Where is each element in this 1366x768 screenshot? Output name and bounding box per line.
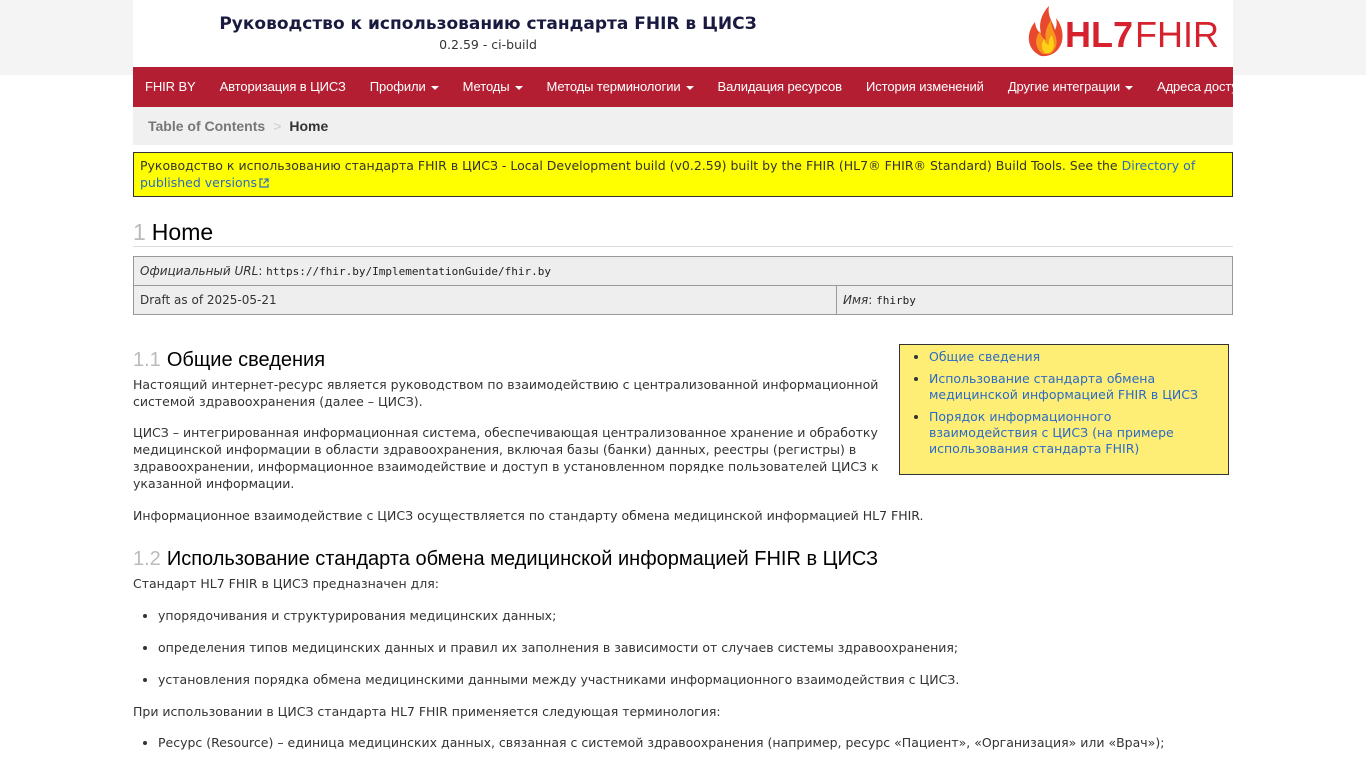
name-cell: Имя: fhirby <box>837 286 1233 315</box>
main-content <box>133 347 1233 751</box>
nav-terminology-methods[interactable]: Методы терминологии <box>535 67 706 107</box>
page-title: 1 Home <box>133 219 1233 247</box>
build-banner <box>133 152 1233 197</box>
list-item: • установления порядка обмена медицинскими данными между участниками информационного взаимодействия с ЦИСЗ. <box>158 671 1233 688</box>
logo-hl7-text: HL7 <box>1065 14 1134 55</box>
draft-cell: Draft as of 2025-05-21 <box>134 286 837 315</box>
toc-item[interactable]: • Порядок информационного взаимодействия с ЦИСЗ (на примере использования стандарта FHIR) <box>929 409 1220 457</box>
paragraph: При использовании в ЦИСЗ стандарта HL7 FHIR применяется следующая терминология: <box>133 704 721 719</box>
section-heading-general: 1.1 Общие сведения <box>133 349 326 371</box>
flame-icon <box>1029 6 1063 56</box>
nav-other-integrations[interactable]: Другие интеграции <box>996 67 1145 107</box>
list-item: • Ресурс (Resource) – единица медицинских данных, связанная с системой здравоохранения (например, ресурс «Пациент», «Организация» или «Врач»); <box>158 734 1233 751</box>
purpose-list <box>133 607 1233 688</box>
caret-down-icon <box>431 86 439 90</box>
caret-down-icon <box>1125 86 1133 90</box>
nav-authorization[interactable]: Авторизация в ЦИСЗ <box>219 79 346 94</box>
official-url-cell: Официальный URL: https://fhir.by/ImplementationGuide/fhir.by <box>134 257 1233 286</box>
paragraph: Информационное взаимодействие с ЦИСЗ осуществляется по стандарту обмена медицинской информацией HL7 FHIR. <box>133 508 924 523</box>
paragraph: ЦИСЗ – интегрированная информационная система, обеспечивающая централизованное хранение и обработку медицинской информации в области здравоохранения, включая базы (банки) данных, реестры (регистры) в здравоохранении, информационное взаимодействие и доступ в установленном порядке пользователей ЦИСЗ к указанной информации. <box>133 425 879 491</box>
section-heading-fhir-usage: 1.2 Использование стандарта обмена медицинской информацией FHIR в ЦИСЗ <box>133 548 879 570</box>
metadata-table <box>133 256 1233 315</box>
toc-item[interactable]: • Общие сведения <box>929 349 1220 365</box>
banner-text: Руководство к использованию стандарта FHIR в ЦИСЗ - Local Development build (v0.2.59) built by the FHIR (HL7® FHIR® Standard) Build Tools. See the <box>140 158 1122 173</box>
breadcrumb-current: Home <box>289 118 329 134</box>
external-link-icon <box>259 178 269 188</box>
page-header <box>133 0 1233 67</box>
breadcrumb-toc-link[interactable]: Table of Contents <box>148 118 266 134</box>
caret-down-icon <box>686 86 694 90</box>
main-navbar <box>133 67 1252 107</box>
nav-fhir-by[interactable]: FHIR BY <box>145 79 196 94</box>
toc-item[interactable]: • Использование стандарта обмена медицинской информацией FHIR в ЦИСЗ <box>929 371 1220 403</box>
published-versions-link[interactable]: Directory of published versions <box>140 158 1196 190</box>
list-item: • упорядочивания и структурирования медицинских данных; <box>158 607 1233 624</box>
ig-version: 0.2.59 - ci-build <box>439 37 537 52</box>
logo-fhir-text: FHIR <box>1135 14 1219 55</box>
nav-resource-validation[interactable]: Валидация ресурсов <box>717 79 842 94</box>
list-item: • определения типов медицинских данных и правил их заполнения в зависимости от случаев системы здравоохранения; <box>158 639 1233 656</box>
name-value: fhirby <box>876 294 916 307</box>
ig-title: Руководство к использованию стандарта FHIR в ЦИСЗ <box>219 14 757 34</box>
nav-change-history[interactable]: История изменений <box>865 79 984 94</box>
official-url-value: https://fhir.by/ImplementationGuide/fhir.by <box>266 265 551 278</box>
caret-down-icon <box>515 86 523 90</box>
paragraph: Настоящий интернет-ресурс является руководством по взаимодействию с централизованной информационной системой здравоохранения (далее – ЦИСЗ). <box>133 377 879 409</box>
breadcrumb-separator: > <box>273 118 282 134</box>
hl7-fhir-logo[interactable] <box>1023 4 1233 58</box>
nav-access-addresses[interactable]: Адреса доступа <box>1157 79 1252 94</box>
terms-list <box>133 734 1233 751</box>
nav-profiles[interactable]: Профили <box>358 67 451 107</box>
breadcrumb <box>133 107 1233 145</box>
nav-methods[interactable]: Методы <box>451 67 535 107</box>
paragraph: Стандарт HL7 FHIR в ЦИСЗ предназначен для: <box>133 576 440 591</box>
